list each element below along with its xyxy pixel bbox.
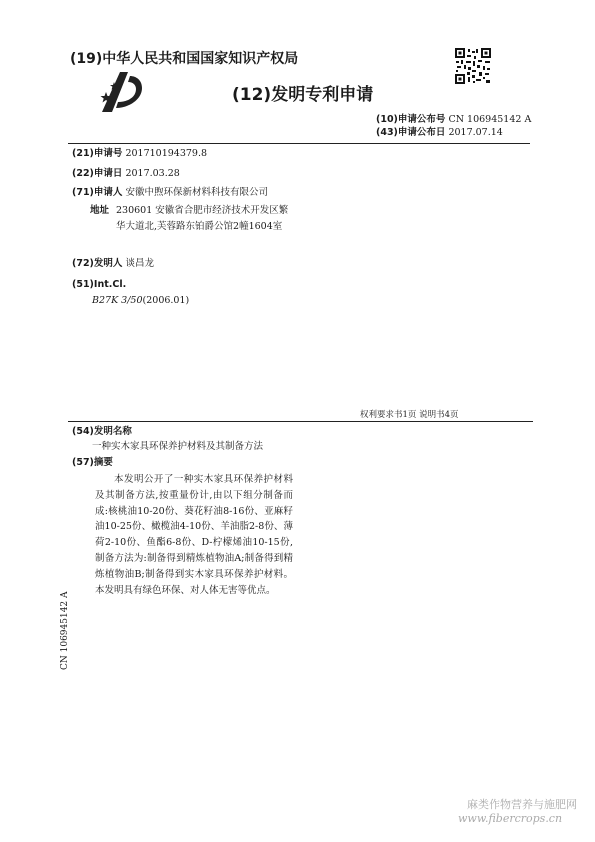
publication-number: CN 106945142 A — [448, 114, 532, 125]
inventor-name: 谈昌龙 — [125, 258, 154, 269]
publication-date: 2017.07.14 — [448, 127, 503, 138]
abstract-label: (57)摘要 — [72, 457, 113, 468]
invention-title-label: (54)发明名称 — [72, 426, 132, 437]
qr-code-icon — [455, 48, 491, 84]
side-publication-number: CN 106945142 A — [60, 591, 70, 670]
document-type-title: (12)发明专利申请 — [232, 85, 374, 105]
page-count-note: 权利要求书1页 说明书4页 — [360, 410, 459, 420]
publication-number-line — [376, 113, 531, 126]
intcl-code: B27K 3/50 — [92, 295, 143, 306]
intcl-label: (51)Int.Cl. — [72, 279, 127, 290]
publication-number-label: (10)申请公布号 — [376, 114, 446, 125]
cnipa-logo-icon — [98, 68, 154, 114]
header-divider — [68, 143, 530, 144]
publication-date-label: (43)申请公布日 — [376, 127, 446, 138]
intcl-line — [92, 293, 189, 309]
intcl-year: (2006.01) — [142, 295, 190, 306]
watermark-url: www.fibercrops.cn — [458, 812, 563, 825]
invention-title: 一种实木家具环保养护材料及其制备方法 — [92, 441, 264, 452]
applicant-name: 安徽中煦环保新材料科技有限公司 — [125, 187, 268, 198]
application-number-line — [72, 146, 207, 162]
application-number: 201710194379.8 — [125, 148, 208, 159]
abstract-text: 本发明公开了一种实木家具环保养护材料及其制备方法,按重量份计,由以下组分制备而成:核桃油10-20份、葵花籽油8-16份、亚麻籽油10-25份、橄榄油4-10份、羊油脂2-8份、薄荷2-10份、鱼酯6-8份、D-柠檬烯油10-15份,制备方法为:制备得到精炼植物油A;制备得到精炼植物油B;制备得到实木家具环保养护材料。本发明具有绿色环保、对人体无害等优点。 — [95, 474, 293, 596]
inventor-label: (72)发明人 — [72, 258, 123, 269]
inventor-line — [72, 256, 154, 272]
office-name: (19)中华人民共和国国家知识产权局 — [70, 51, 299, 67]
application-date-line — [72, 166, 180, 182]
application-date-label: (22)申请日 — [72, 168, 123, 179]
abstract-divider — [68, 421, 533, 422]
address-value: 230601 安徽省合肥市经济技术开发区繁华大道北,芙蓉路东铂爵公馆2幢1604室 — [116, 205, 289, 232]
applicant-label: (71)申请人 — [72, 187, 123, 198]
address-label: 地址 — [90, 205, 110, 216]
publication-date-line — [376, 126, 531, 139]
watermark-title: 麻类作物营养与施肥网 — [467, 798, 577, 811]
application-number-label: (21)申请号 — [72, 148, 123, 159]
publication-info — [376, 113, 531, 139]
application-date: 2017.03.28 — [125, 168, 180, 179]
applicant-line — [72, 185, 268, 201]
